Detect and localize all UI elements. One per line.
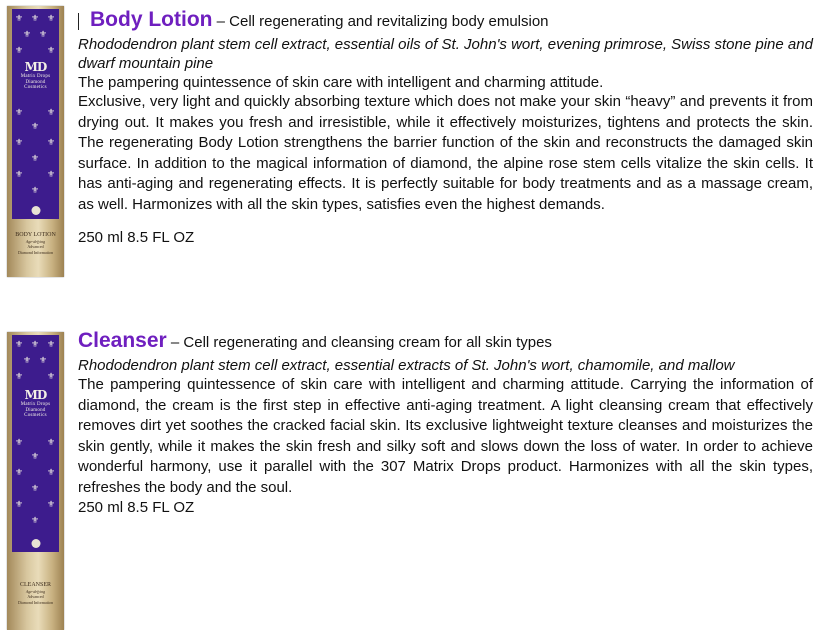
fleur-de-lis-icon: ⚜ [31,452,40,462]
package-small-line2: Diamond Information [18,249,53,255]
fleur-de-lis-icon: ⚜ [15,108,24,118]
title-separator: – [216,13,225,30]
product-title-line [78,7,813,35]
fleur-de-lis-icon: ⚜ [31,154,40,164]
fleur-de-lis-icon: ⚜ [47,340,56,350]
package-subtitle: Age-defying [25,239,46,244]
product-body-lotion [0,0,823,290]
package-purple-panel [12,335,59,552]
fleur-de-lis-icon: ⚜ [31,340,40,350]
brand-name-line2: Diamond [25,79,46,85]
product-tagline: The pampering quintessence of skin care with intelligent and charming attitude. [78,74,604,91]
body-lotion-package-image [7,6,64,277]
package-label [9,582,62,605]
package-product-name: CLEANSER [19,582,51,588]
brand-monogram: MD [24,388,47,402]
diamond-badge-icon [31,539,40,548]
product-size: 250 ml 8.5 FL OZ [78,499,195,516]
fleur-de-lis-icon: ⚜ [15,438,24,448]
fleur-de-lis-icon: ⚜ [15,468,24,478]
product-name: Cleanser [78,329,167,352]
product-title-line [78,328,813,356]
fleur-de-lis-icon: ⚜ [23,356,32,366]
fleur-de-lis-icon: ⚜ [31,186,40,196]
package-label [9,232,62,255]
brand-name-line3: Cosmetics [24,85,47,90]
product-ingredients: Rhododendron plant stem cell extract, essential oils of St. John's wort, evening primrose, Swiss stone pine and dwarf mountain pine [78,36,813,72]
fleur-de-lis-icon: ⚜ [23,30,32,40]
fleur-de-lis-icon: ⚜ [31,122,40,132]
fleur-de-lis-icon: ⚜ [47,14,56,24]
fleur-de-lis-icon: ⚜ [47,468,56,478]
product-ingredients: Rhododendron plant stem cell extract, essential extracts of St. John's wort, chamomile, and mallow [78,357,735,374]
brand-name-line2: Diamond [25,407,46,413]
brand-name-line1: Matrix Drops [20,74,51,79]
package-small-line1: Advanced [27,244,44,249]
brand-crest [18,389,54,419]
fleur-de-lis-icon: ⚜ [47,170,56,180]
diamond-badge-icon [31,206,40,215]
fleur-de-lis-icon: ⚜ [31,14,40,24]
fleur-de-lis-icon: ⚜ [47,138,56,148]
fleur-de-lis-icon: ⚜ [15,372,24,382]
cleanser-description-block [78,328,813,517]
product-subtitle: Cell regenerating and revitalizing body emulsion [229,13,549,30]
brand-crest [18,61,54,91]
fleur-de-lis-icon: ⚜ [15,14,24,24]
fleur-de-lis-icon: ⚜ [15,46,24,56]
fleur-de-lis-icon: ⚜ [47,438,56,448]
product-size: 250 ml 8.5 FL OZ [78,229,195,246]
fleur-de-lis-icon: ⚜ [15,340,24,350]
product-cleanser [0,320,823,613]
product-subtitle: Cell regenerating and cleansing cream for all skin types [183,334,552,351]
fleur-de-lis-icon: ⚜ [15,170,24,180]
package-product-name: BODY LOTION [15,232,56,238]
cleanser-package-image [7,332,64,630]
product-description: The pampering quintessence of skin care with intelligent and charming attitude. Carrying the information of diamond, the cream is the first step in effective anti-aging treatment. A light cleansing cream that effectively removes dirt yet soothes the cracked facial skin. Its exclusive lightweight texture cleanses and moisturizes the skin gently, while it makes the skin fresh and silky soft and slows down the loss of water. In order to achieve wonderful harmony, use it parallel with the 307 Matrix Drops product. Harmonizes with all the skin types, refreshes the body and the soul. [78,376,813,496]
brand-name-line3: Cosmetics [24,413,47,418]
fleur-de-lis-icon: ⚜ [39,356,48,366]
product-name: Body Lotion [90,8,213,31]
brand-name-line1: Matrix Drops [20,402,51,407]
package-purple-panel [12,9,59,219]
package-subtitle: Age-defying [25,589,46,594]
fleur-de-lis-icon: ⚜ [47,372,56,382]
package-small-line2: Diamond Information [18,599,53,605]
fleur-de-lis-icon: ⚜ [15,500,24,510]
title-separator: – [170,334,180,351]
fleur-de-lis-icon: ⚜ [31,516,40,526]
brand-monogram: MD [24,60,47,74]
fleur-de-lis-icon: ⚜ [15,138,24,148]
fleur-de-lis-icon: ⚜ [31,484,40,494]
product-description: Exclusive, very light and quickly absorbing texture which does not make your skin “heavy” and prevents it from drying out. It makes you fresh and irresistible, while it effectively moisturizes, tightens and protects the skin. The regenerating Body Lotion strengthens the barrier function of the skin and reconstructs the damaged skin surface. In addition to the magical information of diamond, the alpine rose stem cells vitalize the skin cells. It has anti-aging and regenerating effects. It is perfectly suitable for body treatments and as a massage cream, as well. Harmonizes with all the skin types, satisfies even the highest demands. [78,93,813,213]
fleur-de-lis-icon: ⚜ [39,30,48,40]
fleur-de-lis-icon: ⚜ [47,46,56,56]
package-small-line1: Advanced [27,594,44,599]
fleur-de-lis-icon: ⚜ [47,108,56,118]
fleur-de-lis-icon: ⚜ [47,500,56,510]
body-lotion-description-block [78,7,813,247]
